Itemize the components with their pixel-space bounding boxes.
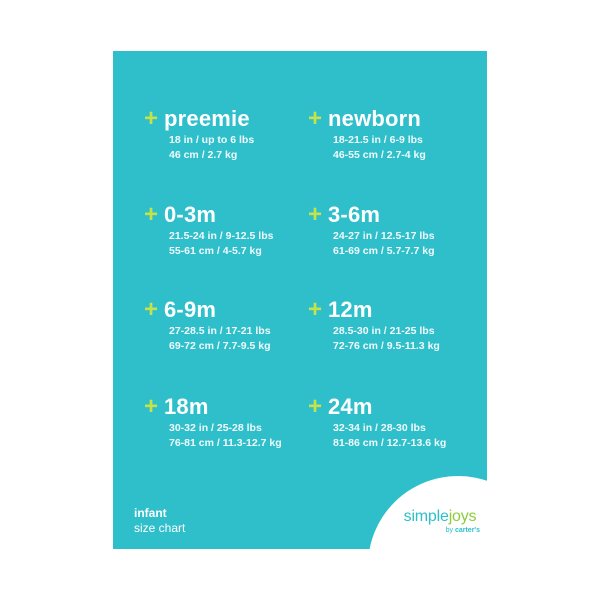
logo-brand: carter's [454, 527, 480, 534]
imperial-measurements: 18-21.5 in / 6-9 lbs [333, 134, 423, 146]
size-heading [144, 105, 329, 133]
logo-wordmark [390, 508, 487, 526]
size-label: 18m [164, 394, 209, 419]
metric-measurements: 81-86 cm / 12.7-13.6 kg [333, 437, 447, 449]
size-heading [308, 393, 487, 421]
size-entry-0-3m [144, 201, 329, 259]
metric-measurements: 72-76 cm / 9.5-11.3 kg [333, 340, 440, 352]
plus-icon: + [144, 296, 159, 323]
plus-icon: + [308, 393, 323, 420]
size-label: 3-6m [328, 202, 381, 227]
logo-by: by [445, 527, 454, 534]
size-heading [144, 393, 329, 421]
metric-measurements: 76-81 cm / 11.3-12.7 kg [169, 437, 282, 449]
plus-icon: + [144, 393, 159, 420]
logo-word-simple: simple [403, 508, 449, 525]
size-label: 0-3m [164, 202, 217, 227]
metric-measurements: 46-55 cm / 2.7-4 kg [333, 149, 426, 161]
size-label: newborn [328, 106, 422, 131]
plus-icon: + [308, 296, 323, 323]
plus-icon: + [308, 105, 323, 132]
size-heading [308, 105, 487, 133]
chart-caption [134, 506, 185, 536]
size-heading [144, 201, 329, 229]
imperial-measurements: 28.5-30 in / 21-25 lbs [333, 325, 435, 337]
metric-measurements: 55-61 cm / 4-5.7 kg [169, 245, 262, 257]
size-entry-18m [144, 393, 329, 451]
size-heading [308, 201, 487, 229]
size-entry-12m [308, 296, 487, 354]
logo-word-joys: joys [448, 508, 477, 525]
metric-measurements: 69-72 cm / 7.7-9.5 kg [169, 340, 271, 352]
imperial-measurements: 24-27 in / 12.5-17 lbs [333, 230, 435, 242]
size-entry-3-6m [308, 201, 487, 259]
size-label: 6-9m [164, 297, 217, 322]
metric-measurements: 61-69 cm / 5.7-7.7 kg [333, 245, 435, 257]
imperial-measurements: 30-32 in / 25-28 lbs [169, 422, 262, 434]
metric-measurements: 46 cm / 2.7 kg [169, 149, 238, 161]
size-label: 24m [328, 394, 373, 419]
size-entry-24m [308, 393, 487, 451]
size-heading [308, 296, 487, 324]
imperial-measurements: 21.5-24 in / 9-12.5 lbs [169, 230, 274, 242]
plus-icon: + [144, 201, 159, 228]
logo-byline [390, 526, 487, 535]
size-chart-grid [113, 51, 487, 451]
plus-icon: + [308, 201, 323, 228]
imperial-measurements: 18 in / up to 6 lbs [169, 134, 255, 146]
plus-icon: + [144, 105, 159, 132]
brand-logo [390, 508, 487, 535]
size-entry-6-9m [144, 296, 329, 354]
size-entry-newborn [308, 105, 487, 163]
size-heading [144, 296, 329, 324]
caption-infant: infant [134, 506, 167, 520]
size-label: preemie [164, 106, 250, 131]
imperial-measurements: 32-34 in / 28-30 lbs [333, 422, 426, 434]
size-entry-preemie [144, 105, 329, 163]
size-label: 12m [328, 297, 373, 322]
caption-size-chart: size chart [134, 521, 186, 535]
imperial-measurements: 27-28.5 in / 17-21 lbs [169, 325, 271, 337]
size-chart-panel [113, 51, 487, 549]
